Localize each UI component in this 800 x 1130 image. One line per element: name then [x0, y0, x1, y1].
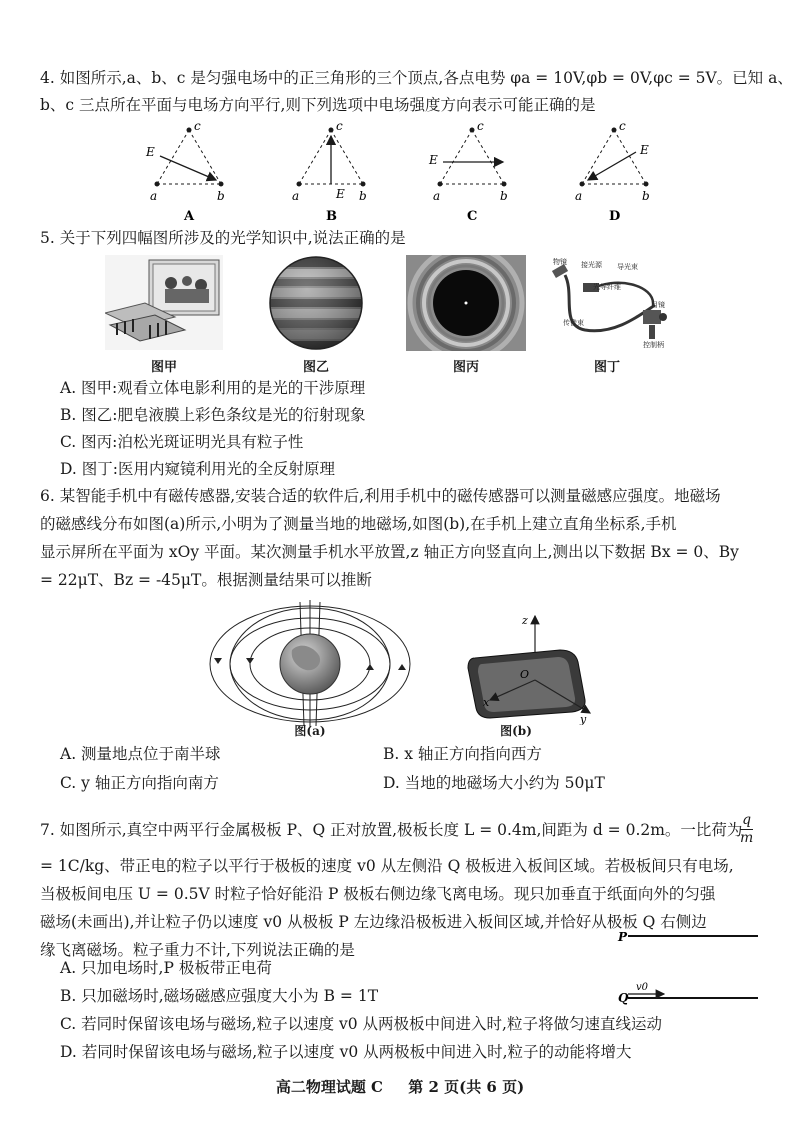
q7-label-q: Q [618, 991, 629, 1005]
q4a-label-b: b [217, 189, 225, 203]
q7-option-a: A. 只加电场时,P 极板带正电荷 [60, 959, 272, 977]
q7-frac-denominator: m [740, 830, 754, 846]
q4-triangle-diagrams [0, 118, 800, 226]
q5-option-b: B. 图乙:肥皂液膜上彩色条纹是光的衍射现象 [60, 406, 366, 424]
q5-option-c: C. 图丙:泊松光斑证明光具有粒子性 [60, 433, 304, 451]
q4c-label-e: E [429, 153, 438, 167]
q4b-label-c: c [336, 119, 343, 133]
q7-stem-line1: 7. 如图所示,真空中两平行金属极板 P、Q 正对放置,极板长度 L = 0.4m,间距为 d = 0.2m。一比荷为 [40, 821, 743, 839]
q6-stem-line3: 显示屏所在平面为 xOy 平面。某次测量手机水平放置,z 轴正方向竖直向上,测出以下数据 Bx = 0、By [40, 543, 739, 561]
endoscope-label-objective: 物镜 [553, 258, 567, 266]
q7-label-p: P [618, 930, 628, 944]
q4c-label-a: a [433, 189, 441, 203]
q4-diagram-a [145, 119, 225, 203]
q4-stem-line2: b、c 三点所在平面与电场方向平行,则下列选项中电场强度方向表示可能正确的是 [40, 96, 596, 114]
q5-stem: 5. 关于下列四幅图所涉及的光学知识中,说法正确的是 [40, 229, 406, 247]
q4d-label-e: E [640, 143, 649, 157]
phone-axis-x: x [483, 696, 490, 709]
q4-diagram-c [428, 119, 508, 203]
q5-figure-endoscope [545, 255, 670, 351]
q4a-label-c: c [194, 119, 201, 133]
q7-option-d: D. 若同时保留该电场与磁场,粒子以速度 v0 从两极板中间进入时,粒子的动能将增大 [60, 1043, 632, 1061]
q5-caption-jia: 图甲 [150, 360, 177, 375]
endoscope-label-eyepiece: 目镜 [651, 301, 665, 309]
q4c-label-c: c [477, 119, 484, 133]
q7-plates-diagram [600, 920, 770, 1010]
q4-option-b: B [326, 209, 337, 224]
q6-option-b: B. x 轴正方向指向西方 [383, 745, 542, 763]
q7-label-v0: v0 [636, 982, 649, 993]
endoscope-label-light-source: 接光源 [581, 261, 602, 269]
endoscope-label-light-guide: 导光束 [617, 263, 638, 271]
q4a-label-e: E [146, 145, 155, 159]
q4-option-d: D [609, 209, 621, 224]
q4d-label-b: b [642, 189, 650, 203]
q6-figure-earth-field [200, 598, 420, 738]
q5-caption-yi: 图乙 [302, 360, 329, 375]
q7-option-b: B. 只加磁场时,磁场磁感应强度大小为 B = 1T [60, 987, 379, 1005]
endoscope-label-optical-fiber: 光导纤维 [593, 283, 621, 291]
endoscope-label-image-bundle: 传像束 [563, 319, 584, 327]
q5-caption-bing: 图丙 [452, 360, 479, 375]
q4b-label-e: E [336, 187, 345, 201]
phone-axis-z: z [522, 614, 528, 627]
page-footer [0, 1076, 800, 1097]
q4d-label-c: c [619, 119, 626, 133]
phone-axis-y: y [580, 713, 587, 725]
q7-stem-line2: = 1C/kg、带正电的粒子以平行于极板的速度 v0 从左侧沿 Q 极板进入板间区域。若极板间只有电场, [40, 857, 734, 875]
q6-figure-phone-axes [450, 610, 610, 725]
q4-diagram-d [575, 119, 650, 203]
q4b-label-b: b [359, 189, 367, 203]
q4b-label-a: a [292, 189, 300, 203]
q6-stem-line1: 6. 某智能手机中有磁传感器,安装合适的软件后,利用手机中的磁传感器可以测量磁感应强度。地磁场 [40, 487, 721, 505]
q5-caption-ding: 图丁 [593, 360, 620, 375]
q6-option-a: A. 测量地点位于南半球 [60, 745, 221, 763]
q6-caption-a: 图(a) [294, 724, 326, 738]
q4-diagram-b [292, 119, 367, 203]
footer-exam-title: 高二物理试题 C [275, 1078, 383, 1096]
q7-frac-numerator: q [742, 812, 752, 828]
q6-stem-line4: = 22μT、Bz = -45μT。根据测量结果可以推断 [40, 571, 372, 589]
q5-figure-cinema [105, 255, 223, 350]
phone-axis-o: O [520, 668, 530, 681]
q4c-label-b: b [500, 189, 508, 203]
q4d-label-a: a [575, 189, 583, 203]
q7-option-c: C. 若同时保留该电场与磁场,粒子以速度 v0 从两极板中间进入时,粒子将做匀速直线运动 [60, 1015, 662, 1033]
q5-option-a: A. 图甲:观看立体电影利用的是光的干涉原理 [60, 379, 366, 397]
endoscope-label-handle: 控制柄 [643, 341, 664, 349]
footer-page-number: 第 2 页(共 6 页) [408, 1078, 525, 1096]
q7-stem-line5: 缘飞离磁场。粒子重力不计,下列说法正确的是 [40, 941, 355, 959]
q5-figure-poisson-spot [406, 255, 526, 351]
q7-charge-mass-ratio [740, 812, 753, 847]
q4-option-c: C [467, 209, 478, 224]
q7-stem-line3: 当极板间电压 U = 0.5V 时粒子恰好能沿 P 极板右侧边缘飞离电场。现只加垂直于纸面向外的匀强 [40, 885, 716, 903]
q5-option-d: D. 图丁:医用内窥镜利用光的全反射原理 [60, 460, 335, 478]
q7-stem-line4: 磁场(未画出),并让粒子仍以速度 v0 从极板 P 左边缘沿极板进入板间区域,并恰好从极板 Q 右侧边 [40, 913, 707, 931]
q6-option-d: D. 当地的地磁场大小约为 50μT [383, 774, 605, 792]
q6-stem-line2: 的磁感线分布如图(a)所示,小明为了测量当地的地磁场,如图(b),在手机上建立直角坐标系,手机 [40, 515, 677, 533]
q5-figure-soap-film [268, 255, 364, 351]
q4-stem-line1: 4. 如图所示,a、b、c 是匀强电场中的正三角形的三个顶点,各点电势 φa = 10V,φb = 0V,φc = 5V。已知 a、 [40, 69, 793, 87]
q6-option-c: C. y 轴正方向指向南方 [60, 774, 219, 792]
q6-caption-b: 图(b) [500, 724, 532, 738]
q4-option-a: A [184, 209, 195, 224]
q4a-label-a: a [150, 189, 158, 203]
